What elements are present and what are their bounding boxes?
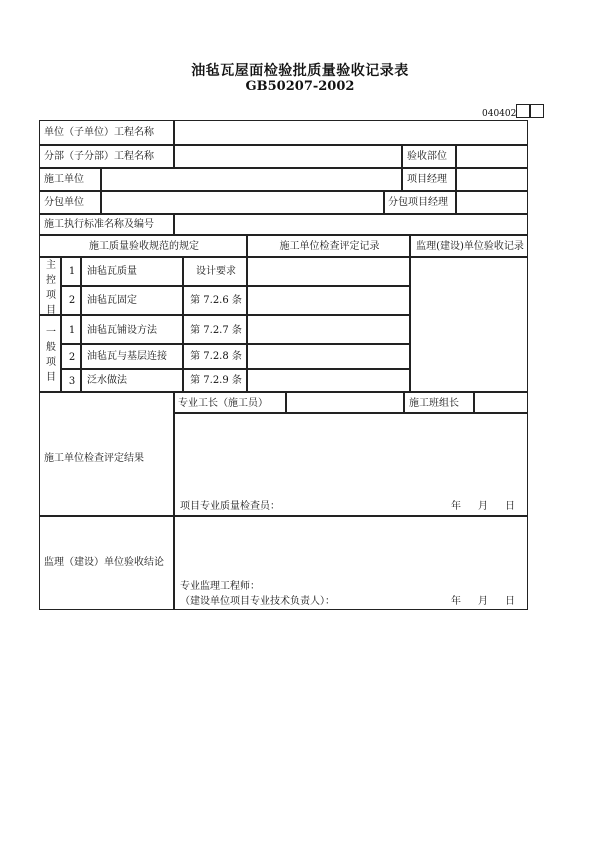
construction-unit-label: 施工单位 bbox=[44, 174, 84, 185]
unit-project-label: 单位（子单位）工程名称 bbox=[44, 127, 154, 138]
acceptance-part-value[interactable] bbox=[456, 145, 528, 168]
subcontract-manager-value[interactable] bbox=[456, 191, 528, 214]
general-item-1-no-cell bbox=[61, 315, 81, 344]
check-record-header: 施工单位检查评定记录 bbox=[279, 241, 380, 252]
owner-rep-label: （建设单位项目专业技术负责人）： bbox=[180, 596, 335, 607]
main-items-label: 主控项目 bbox=[46, 260, 56, 316]
subcontract-unit-value[interactable] bbox=[101, 191, 384, 214]
supervision-record-header: 监理(建设)单位验收记录 bbox=[416, 241, 524, 252]
main-item-1-req-cell bbox=[183, 257, 247, 286]
result-year: 年 bbox=[451, 501, 461, 512]
general-item-1-req: 第 7.2.7 条 bbox=[190, 325, 242, 336]
general-item-3-no: 3 bbox=[68, 376, 76, 387]
general-item-3-req-cell bbox=[183, 369, 247, 392]
main-item-2-no: 2 bbox=[68, 295, 76, 306]
standard-name-label: 施工执行标准名称及编号 bbox=[44, 219, 154, 230]
general-item-3-no-cell bbox=[61, 369, 81, 392]
result-label: 施工单位检查评定结果 bbox=[44, 453, 144, 464]
main-items-label-cell bbox=[39, 257, 61, 315]
general-items-label-cell bbox=[39, 315, 61, 392]
unit-project-value[interactable] bbox=[174, 120, 528, 145]
subcontract-manager-label-cell bbox=[384, 191, 456, 214]
engineer-label: 专业监理工程师： bbox=[180, 581, 260, 592]
general-item-2-req-cell bbox=[183, 344, 247, 369]
general-item-2-no-cell bbox=[61, 344, 81, 369]
main-item-1-req: 设计要求 bbox=[196, 266, 236, 277]
code-box-1[interactable] bbox=[516, 104, 530, 118]
form-title: 油毡瓦屋面检验批质量验收记录表 bbox=[191, 63, 409, 79]
foreman-label-cell bbox=[174, 392, 286, 413]
construction-unit-value[interactable] bbox=[101, 168, 402, 191]
general-item-2-no: 2 bbox=[68, 352, 76, 363]
foreman-label: 专业工长（施工员） bbox=[178, 398, 268, 409]
standard-name-value[interactable] bbox=[174, 214, 528, 235]
general-item-3-req: 第 7.2.9 条 bbox=[190, 375, 242, 386]
conclusion-body[interactable] bbox=[174, 516, 528, 610]
spec-header-cell bbox=[39, 235, 247, 257]
general-item-3-record[interactable] bbox=[247, 369, 410, 392]
sub-project-label-cell bbox=[39, 145, 174, 168]
inspector-label: 项目专业质量检查员： bbox=[180, 501, 280, 512]
conclusion-month: 月 bbox=[478, 596, 488, 607]
project-manager-value[interactable] bbox=[456, 168, 528, 191]
conclusion-label-cell bbox=[39, 516, 174, 610]
general-item-3-name-cell bbox=[81, 369, 183, 392]
main-item-2-name: 油毡瓦固定 bbox=[87, 295, 137, 306]
check-record-header-cell bbox=[247, 235, 410, 257]
sub-project-value[interactable] bbox=[174, 145, 402, 168]
project-manager-label-cell bbox=[402, 168, 456, 191]
supervision-record-header-cell bbox=[410, 235, 528, 257]
form-code: 040402 bbox=[482, 109, 517, 119]
acceptance-part-label-cell bbox=[402, 145, 456, 168]
main-item-2-record[interactable] bbox=[247, 286, 410, 315]
conclusion-label: 监理（建设）单位验收结论 bbox=[44, 557, 164, 568]
result-label-cell bbox=[39, 392, 174, 516]
result-day: 日 bbox=[505, 501, 515, 512]
conclusion-day: 日 bbox=[505, 596, 515, 607]
conclusion-year: 年 bbox=[451, 596, 461, 607]
result-body[interactable] bbox=[174, 413, 528, 516]
standard-code: GB50207-2002 bbox=[245, 79, 355, 94]
main-item-1-record[interactable] bbox=[247, 257, 410, 286]
supervision-record-value[interactable] bbox=[410, 257, 528, 392]
general-items-label: 一般项目 bbox=[46, 327, 56, 383]
main-item-1-name: 油毡瓦质量 bbox=[87, 266, 137, 277]
team-leader-value[interactable] bbox=[474, 392, 528, 413]
general-item-2-req: 第 7.2.8 条 bbox=[190, 351, 242, 362]
general-item-1-no: 1 bbox=[68, 325, 76, 336]
general-item-2-record[interactable] bbox=[247, 344, 410, 369]
acceptance-part-label: 验收部位 bbox=[407, 151, 447, 162]
unit-project-label-cell bbox=[39, 120, 174, 145]
project-manager-label: 项目经理 bbox=[407, 174, 447, 185]
spec-header: 施工质量验收规范的规定 bbox=[89, 241, 199, 252]
team-leader-label: 施工班组长 bbox=[409, 398, 459, 409]
main-item-1-no: 1 bbox=[68, 266, 76, 277]
subcontract-manager-label: 分包项目经理 bbox=[388, 197, 448, 208]
main-item-1-no-cell bbox=[61, 257, 81, 286]
team-leader-label-cell bbox=[404, 392, 474, 413]
standard-name-label-cell bbox=[39, 214, 174, 235]
general-item-1-record[interactable] bbox=[247, 315, 410, 344]
general-item-1-name-cell bbox=[81, 315, 183, 344]
main-item-2-no-cell bbox=[61, 286, 81, 315]
general-item-2-name: 油毡瓦与基层连接 bbox=[87, 351, 167, 362]
general-item-1-name: 油毡瓦铺设方法 bbox=[87, 325, 157, 336]
main-item-1-name-cell bbox=[81, 257, 183, 286]
general-item-2-name-cell bbox=[81, 344, 183, 369]
general-item-3-name: 泛水做法 bbox=[87, 375, 127, 386]
main-item-2-req-cell bbox=[183, 286, 247, 315]
subcontract-unit-label-cell bbox=[39, 191, 101, 214]
construction-unit-label-cell bbox=[39, 168, 101, 191]
subcontract-unit-label: 分包单位 bbox=[44, 197, 84, 208]
foreman-value[interactable] bbox=[286, 392, 404, 413]
result-month: 月 bbox=[478, 501, 488, 512]
sub-project-label: 分部（子分部）工程名称 bbox=[44, 151, 154, 162]
main-item-2-req: 第 7.2.6 条 bbox=[190, 295, 242, 306]
main-item-2-name-cell bbox=[81, 286, 183, 315]
general-item-1-req-cell bbox=[183, 315, 247, 344]
code-box-2[interactable] bbox=[530, 104, 544, 118]
